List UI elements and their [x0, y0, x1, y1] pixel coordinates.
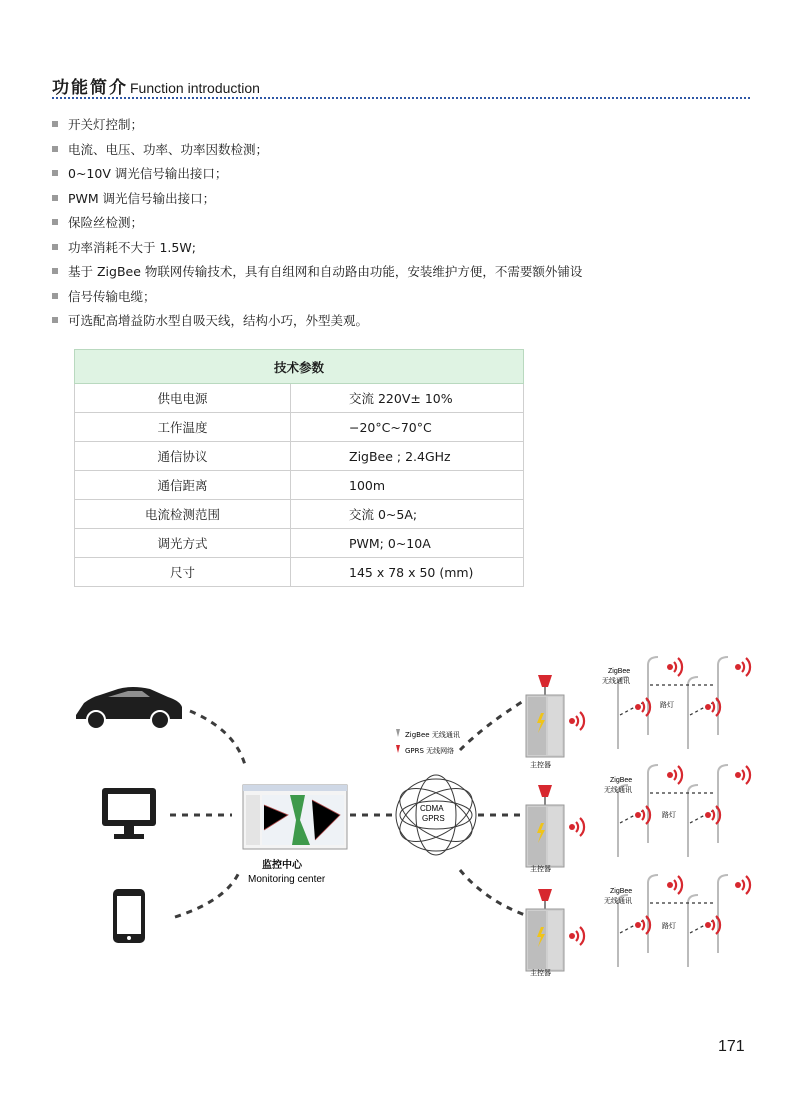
signal-icon [569, 818, 584, 836]
spec-table [74, 349, 524, 587]
list-item: PWM 调光信号输出接口； [52, 186, 582, 211]
monitor-label-en: Monitoring center [248, 874, 326, 885]
controller-cabinet-icon [526, 889, 564, 971]
list-item: 开关灯控制； [52, 112, 582, 137]
feature-list [52, 112, 582, 333]
bullet-square-icon [52, 146, 58, 152]
network-diagram [0, 645, 800, 1005]
zigbee-title: ZigBee [610, 888, 633, 895]
zigbee-title: ZigBee [608, 668, 631, 675]
list-item: 保险丝检测； [52, 210, 582, 235]
zigbee-sub: 无线通讯 [604, 786, 632, 794]
spec-table-header: 技术参数 [75, 350, 524, 384]
car-icon [76, 687, 182, 729]
zigbee-link-label: ZigBee 无线通讯 [405, 731, 460, 739]
smartphone-icon [113, 889, 145, 943]
controller-label: 主控器 [530, 969, 551, 977]
table-row: 通信协议 ZigBee ; 2.4GHz [75, 442, 524, 471]
monitoring-screen [243, 785, 347, 849]
dotted-divider [52, 97, 750, 99]
bullet-square-icon [52, 219, 58, 225]
bullet-square-icon [52, 195, 58, 201]
table-row: 工作温度 −20°C~70°C [75, 413, 524, 442]
section-title-cn: 功能简介 [52, 78, 128, 98]
road-light-label: 路灯 [660, 701, 674, 709]
table-row: 通信距离 100m [75, 471, 524, 500]
list-item: 基于 ZigBee 物联网传输技术，具有自组网和自动路由功能，安装维护方便，不需要额外铺设 [52, 259, 582, 284]
list-item: 功率消耗不大于 1.5W; [52, 235, 582, 260]
bullet-square-icon [52, 268, 58, 274]
desktop-monitor-icon [102, 788, 156, 839]
gprs-link-label: GPRS 无线网络 [405, 747, 455, 755]
monitor-label-cn: 监控中心 [262, 860, 302, 871]
road-light-label: 路灯 [662, 811, 676, 819]
bullet-square-icon [52, 244, 58, 250]
table-row: 供电电源 交流 220V± 10% [75, 384, 524, 413]
zigbee-sub: 无线通讯 [602, 677, 630, 685]
table-row: 调光方式 PWM; 0~10A [75, 529, 524, 558]
street-lamp-cluster [618, 875, 750, 967]
list-item: 信号传输电缆； [52, 284, 582, 309]
section-title-en: Function introduction [130, 80, 260, 96]
table-row: 电流检测范围 交流 0~5A; [75, 500, 524, 529]
list-item: 电流、电压、功率、功率因数检测； [52, 137, 582, 162]
antenna-icon [396, 745, 400, 753]
table-row: 尺寸 145 x 78 x 50 (mm) [75, 558, 524, 587]
street-lamp-cluster [618, 657, 750, 749]
network-label-1: CDMA [420, 804, 444, 813]
network-label-2: GPRS [422, 814, 445, 823]
bullet-square-icon [52, 170, 58, 176]
controller-label: 主控器 [530, 865, 551, 873]
antenna-icon [396, 729, 400, 737]
bullet-square-icon [52, 317, 58, 323]
signal-icon [569, 927, 584, 945]
controller-cabinet-icon [526, 785, 564, 867]
zigbee-sub: 无线通讯 [604, 897, 632, 905]
zigbee-title: ZigBee [610, 777, 633, 784]
page-number: 171 [718, 1038, 745, 1055]
list-item: 0~10V 调光信号输出接口； [52, 161, 582, 186]
list-item: 可选配高增益防水型自吸天线，结构小巧，外型美观。 [52, 308, 582, 333]
section-title [52, 73, 260, 98]
bullet-square-icon [52, 293, 58, 299]
controller-cabinet-icon [526, 675, 564, 757]
street-lamp-cluster [618, 765, 750, 857]
road-light-label: 路灯 [662, 922, 676, 930]
controller-label: 主控器 [530, 761, 551, 769]
bullet-square-icon [52, 121, 58, 127]
signal-icon [569, 712, 584, 730]
